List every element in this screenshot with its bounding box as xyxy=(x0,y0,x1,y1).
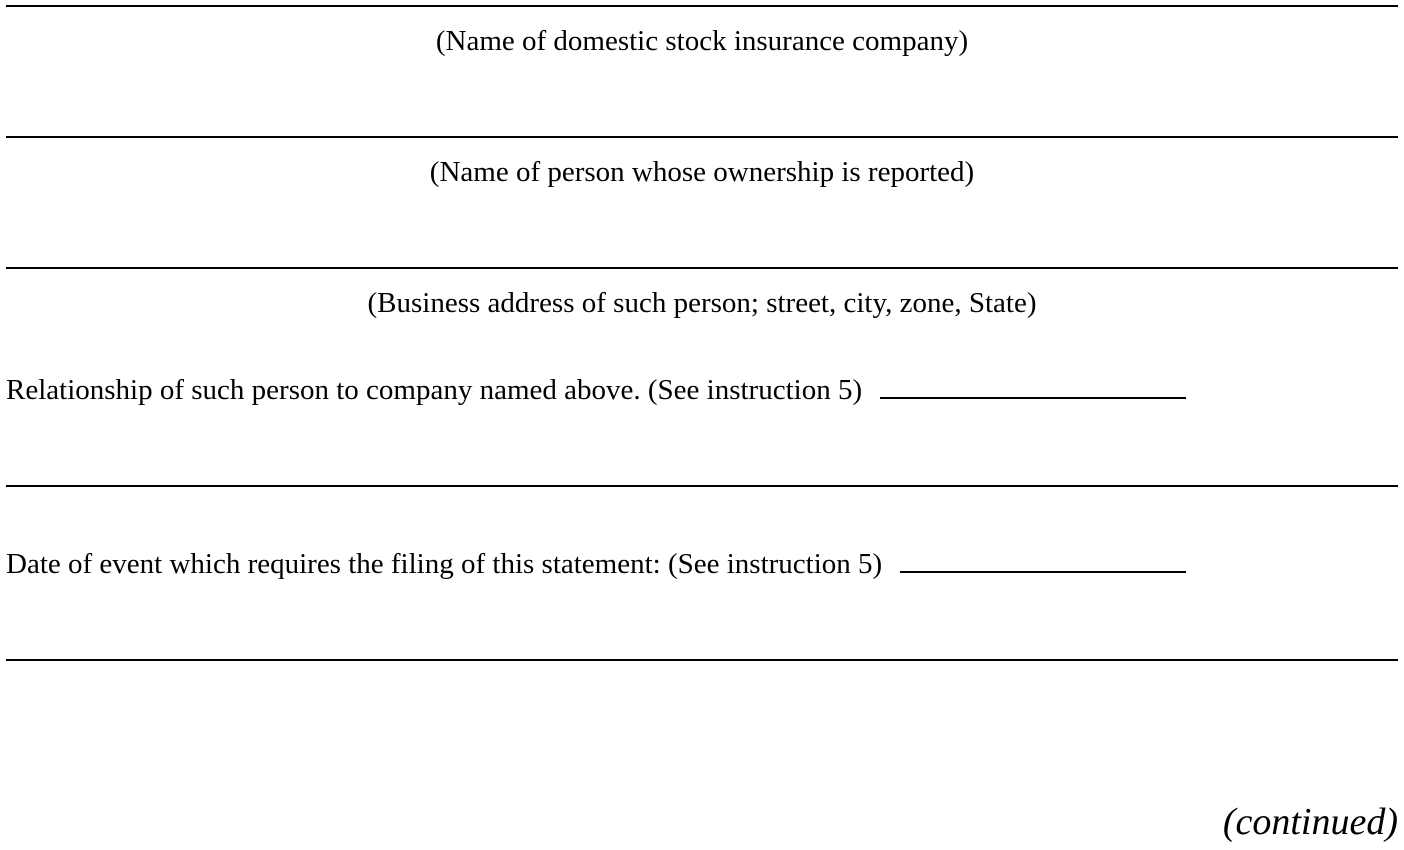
business-address-caption: (Business address of such person; street, city, zone, State) xyxy=(367,287,1037,319)
continued-label: (continued) xyxy=(1222,801,1398,843)
relationship-continuation-line[interactable] xyxy=(6,485,1398,487)
event-date-label: Date of event which requires the filing of this statement: (See instruction 5) xyxy=(6,548,883,580)
relationship-input[interactable] xyxy=(880,375,1186,399)
relationship-row xyxy=(6,373,1186,407)
company-name-caption: (Name of domestic stock insurance company) xyxy=(435,25,969,57)
event-date-input[interactable] xyxy=(900,549,1186,573)
relationship-label: Relationship of such person to company named above. (See instruction 5) xyxy=(6,374,863,406)
event-date-continuation-line[interactable] xyxy=(6,659,1398,661)
person-name-field-line[interactable] xyxy=(6,136,1398,138)
business-address-field-line[interactable] xyxy=(6,267,1398,269)
event-date-row xyxy=(6,547,1186,581)
company-name-field-line[interactable] xyxy=(6,5,1398,7)
person-name-caption: (Name of person whose ownership is reported) xyxy=(429,156,975,188)
